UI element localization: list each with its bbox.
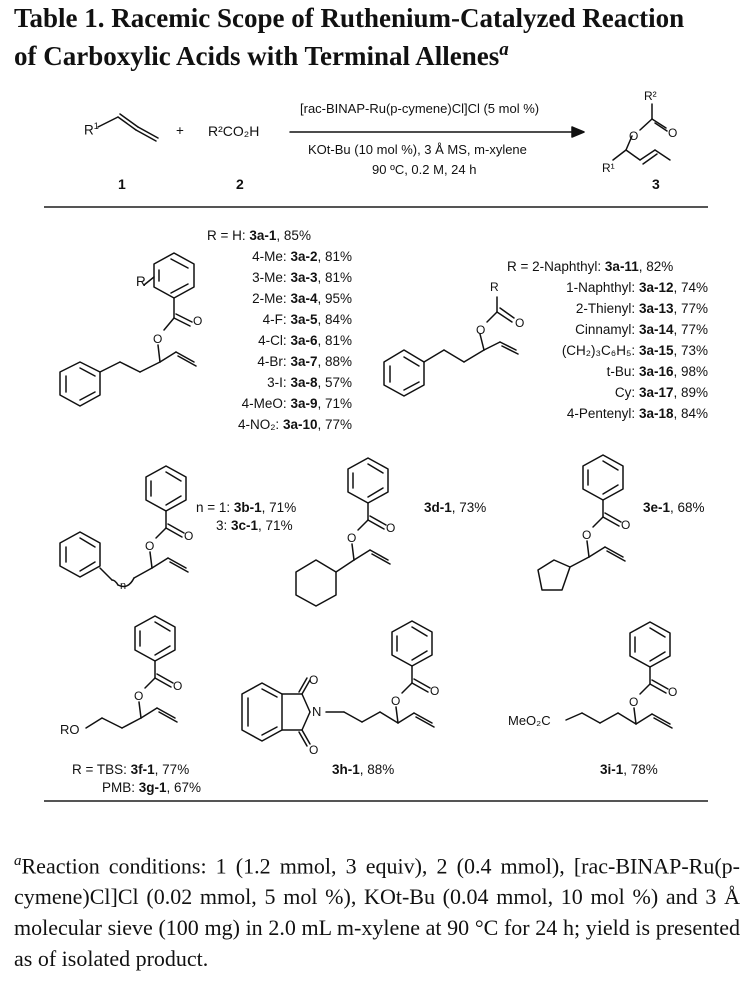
compound-3h-structure — [242, 621, 434, 746]
3h-imide-oxygen-top: O — [309, 673, 319, 687]
bottom-rule — [44, 800, 708, 802]
footnote-mark: a — [14, 853, 22, 869]
scope-entry-3a-1: R = H: 3a-1, 85% — [207, 228, 311, 243]
reactant-2-formula: R²CO₂H — [208, 123, 260, 139]
3d-carbonyl-oxygen: O — [386, 521, 396, 535]
compound-3f-label: R = TBS: 3f-1, 77% — [72, 762, 190, 777]
3b-n-subscript: n — [120, 580, 127, 592]
footnote-text: Reaction conditions: 1 (1.2 mmol, 3 equiv), 2 (0.4 mmol), [rac-BINAP-Ru(p-cymene)Cl]Cl (0.02 mmol, 5 mol %), KOt-Bu (0.04 mmol, 10 mol %) and 3 Å molecular sieve (100 mg) in 2.0 mL m-xylene at 90 °C for 24 h; yield is presented as of isolated product. — [14, 853, 740, 972]
scope-b-r-label: R — [490, 280, 499, 294]
product-carbonyl-oxygen: O — [668, 126, 678, 140]
3f-carbonyl-oxygen: O — [173, 679, 183, 693]
3h-carbonyl-oxygen: O — [430, 684, 440, 698]
compound-3a-structure — [60, 253, 196, 406]
scope-entry-3a-17: Cy: 3a-17, 89% — [614, 385, 708, 400]
scope-entry-3a-2: 4-Me: 3a-2, 81% — [252, 249, 352, 264]
3a-carbonyl-oxygen: O — [193, 314, 203, 328]
reactant-1-r1-label: $R^1$ — [84, 121, 99, 138]
3h-imide-oxygen-bottom: O — [309, 743, 319, 757]
scope-a-r-label: R — [136, 274, 146, 289]
catalyst-conditions: [rac-BINAP-Ru(p-cymene)Cl]Cl (5 mol %) — [300, 101, 540, 116]
compound-3c-label: 3: 3c-1, 71% — [216, 518, 293, 533]
scope-entry-3a-16: t-Bu: 3a-16, 98% — [606, 364, 708, 379]
scope-entry-3a-13: 2-Thienyl: 3a-13, 77% — [575, 301, 708, 316]
3a-ester-oxygen: O — [153, 332, 163, 346]
compound-label-1: 1 — [118, 176, 126, 192]
3h-nitrogen-atom: N — [312, 704, 322, 719]
scope-entry-3a-9: 4-MeO: 3a-9, 71% — [241, 396, 352, 411]
title-footnote-mark: a — [499, 39, 509, 60]
3a-r-carbonyl-oxygen: O — [515, 316, 525, 330]
compound-3i-label: 3i-1, 78% — [600, 762, 658, 777]
product-r1-label: R¹ — [602, 161, 615, 175]
product-3-structure — [613, 104, 670, 164]
3a-r-ester-oxygen: O — [476, 323, 486, 337]
scope-entry-3a-6: 4-Cl: 3a-6, 81% — [258, 333, 352, 348]
scope-entry-3a-11: R = 2-Naphthyl: 3a-11, 82% — [507, 259, 674, 274]
reaction-arrow — [290, 127, 584, 137]
3d-ester-oxygen: O — [347, 531, 357, 545]
compound-3g-label: PMB: 3g-1, 67% — [102, 780, 202, 795]
3e-carbonyl-oxygen: O — [621, 518, 631, 532]
compound-3d-label: 3d-1, 73% — [424, 500, 487, 515]
compound-3b-label: n = 1: 3b-1, 71% — [196, 500, 297, 515]
compound-3a-r-structure — [384, 297, 518, 396]
compound-label-2: 2 — [236, 176, 244, 192]
scope-entry-3a-14: Cinnamyl: 3a-14, 77% — [575, 322, 708, 337]
scope-entry-3a-8: 3-I: 3a-8, 57% — [267, 375, 352, 390]
product-oxygen-atom: O — [629, 129, 639, 143]
compound-3h-label: 3h-1, 88% — [332, 762, 395, 777]
scope-entry-3a-5: 4-F: 3a-5, 84% — [262, 312, 352, 327]
scope-entry-3a-7: 4-Br: 3a-7, 88% — [257, 354, 352, 369]
compound-3e-label: 3e-1, 68% — [643, 500, 705, 515]
3f-ro-group: RO — [60, 722, 80, 737]
scope-entry-3a-4: 2-Me: 3a-4, 95% — [252, 291, 352, 306]
3h-ester-oxygen: O — [391, 694, 401, 708]
scope-entry-3a-3: 3-Me: 3a-3, 81% — [252, 270, 352, 285]
top-rule — [44, 206, 708, 208]
compound-label-3: 3 — [652, 176, 660, 192]
3e-ester-oxygen: O — [582, 528, 592, 542]
allene-structure — [98, 114, 158, 141]
scope-entry-3a-15: (CH₂)₃C₆H₅: 3a-15, 73% — [561, 343, 708, 358]
compound-3d-structure — [296, 458, 390, 606]
scope-entry-3a-12: 1-Naphthyl: 3a-12, 74% — [566, 280, 708, 295]
base-conditions: KOt-Bu (10 mol %), 3 Å MS, m-xylene — [308, 142, 527, 157]
3b-carbonyl-oxygen: O — [184, 529, 194, 543]
3b-ester-oxygen: O — [145, 539, 155, 553]
3i-carbonyl-oxygen: O — [668, 685, 678, 699]
scope-entry-3a-10: 4-NO₂: 3a-10, 77% — [237, 417, 352, 432]
compound-3e-structure — [538, 455, 625, 590]
compound-3f-structure — [86, 616, 177, 728]
product-r2-label: R² — [644, 89, 657, 103]
compound-3i-structure — [566, 622, 672, 728]
title-line-2: of Carboxylic Acids with Terminal Allenes — [14, 41, 500, 71]
3f-ester-oxygen: O — [134, 689, 144, 703]
scope-entry-3a-18: 4-Pentenyl: 3a-18, 84% — [566, 406, 708, 421]
title-line-1: Table 1. Racemic Scope of Ruthenium-Catalyzed Reaction — [14, 3, 685, 33]
plus-sign: + — [176, 123, 184, 138]
compound-3b-structure — [60, 466, 188, 586]
temperature-conditions: 90 ºC, 0.2 M, 24 h — [372, 162, 477, 177]
3i-ester-group: MeO₂C — [508, 713, 551, 728]
3i-ester-oxygen: O — [629, 695, 639, 709]
table-footnote — [14, 846, 740, 974]
